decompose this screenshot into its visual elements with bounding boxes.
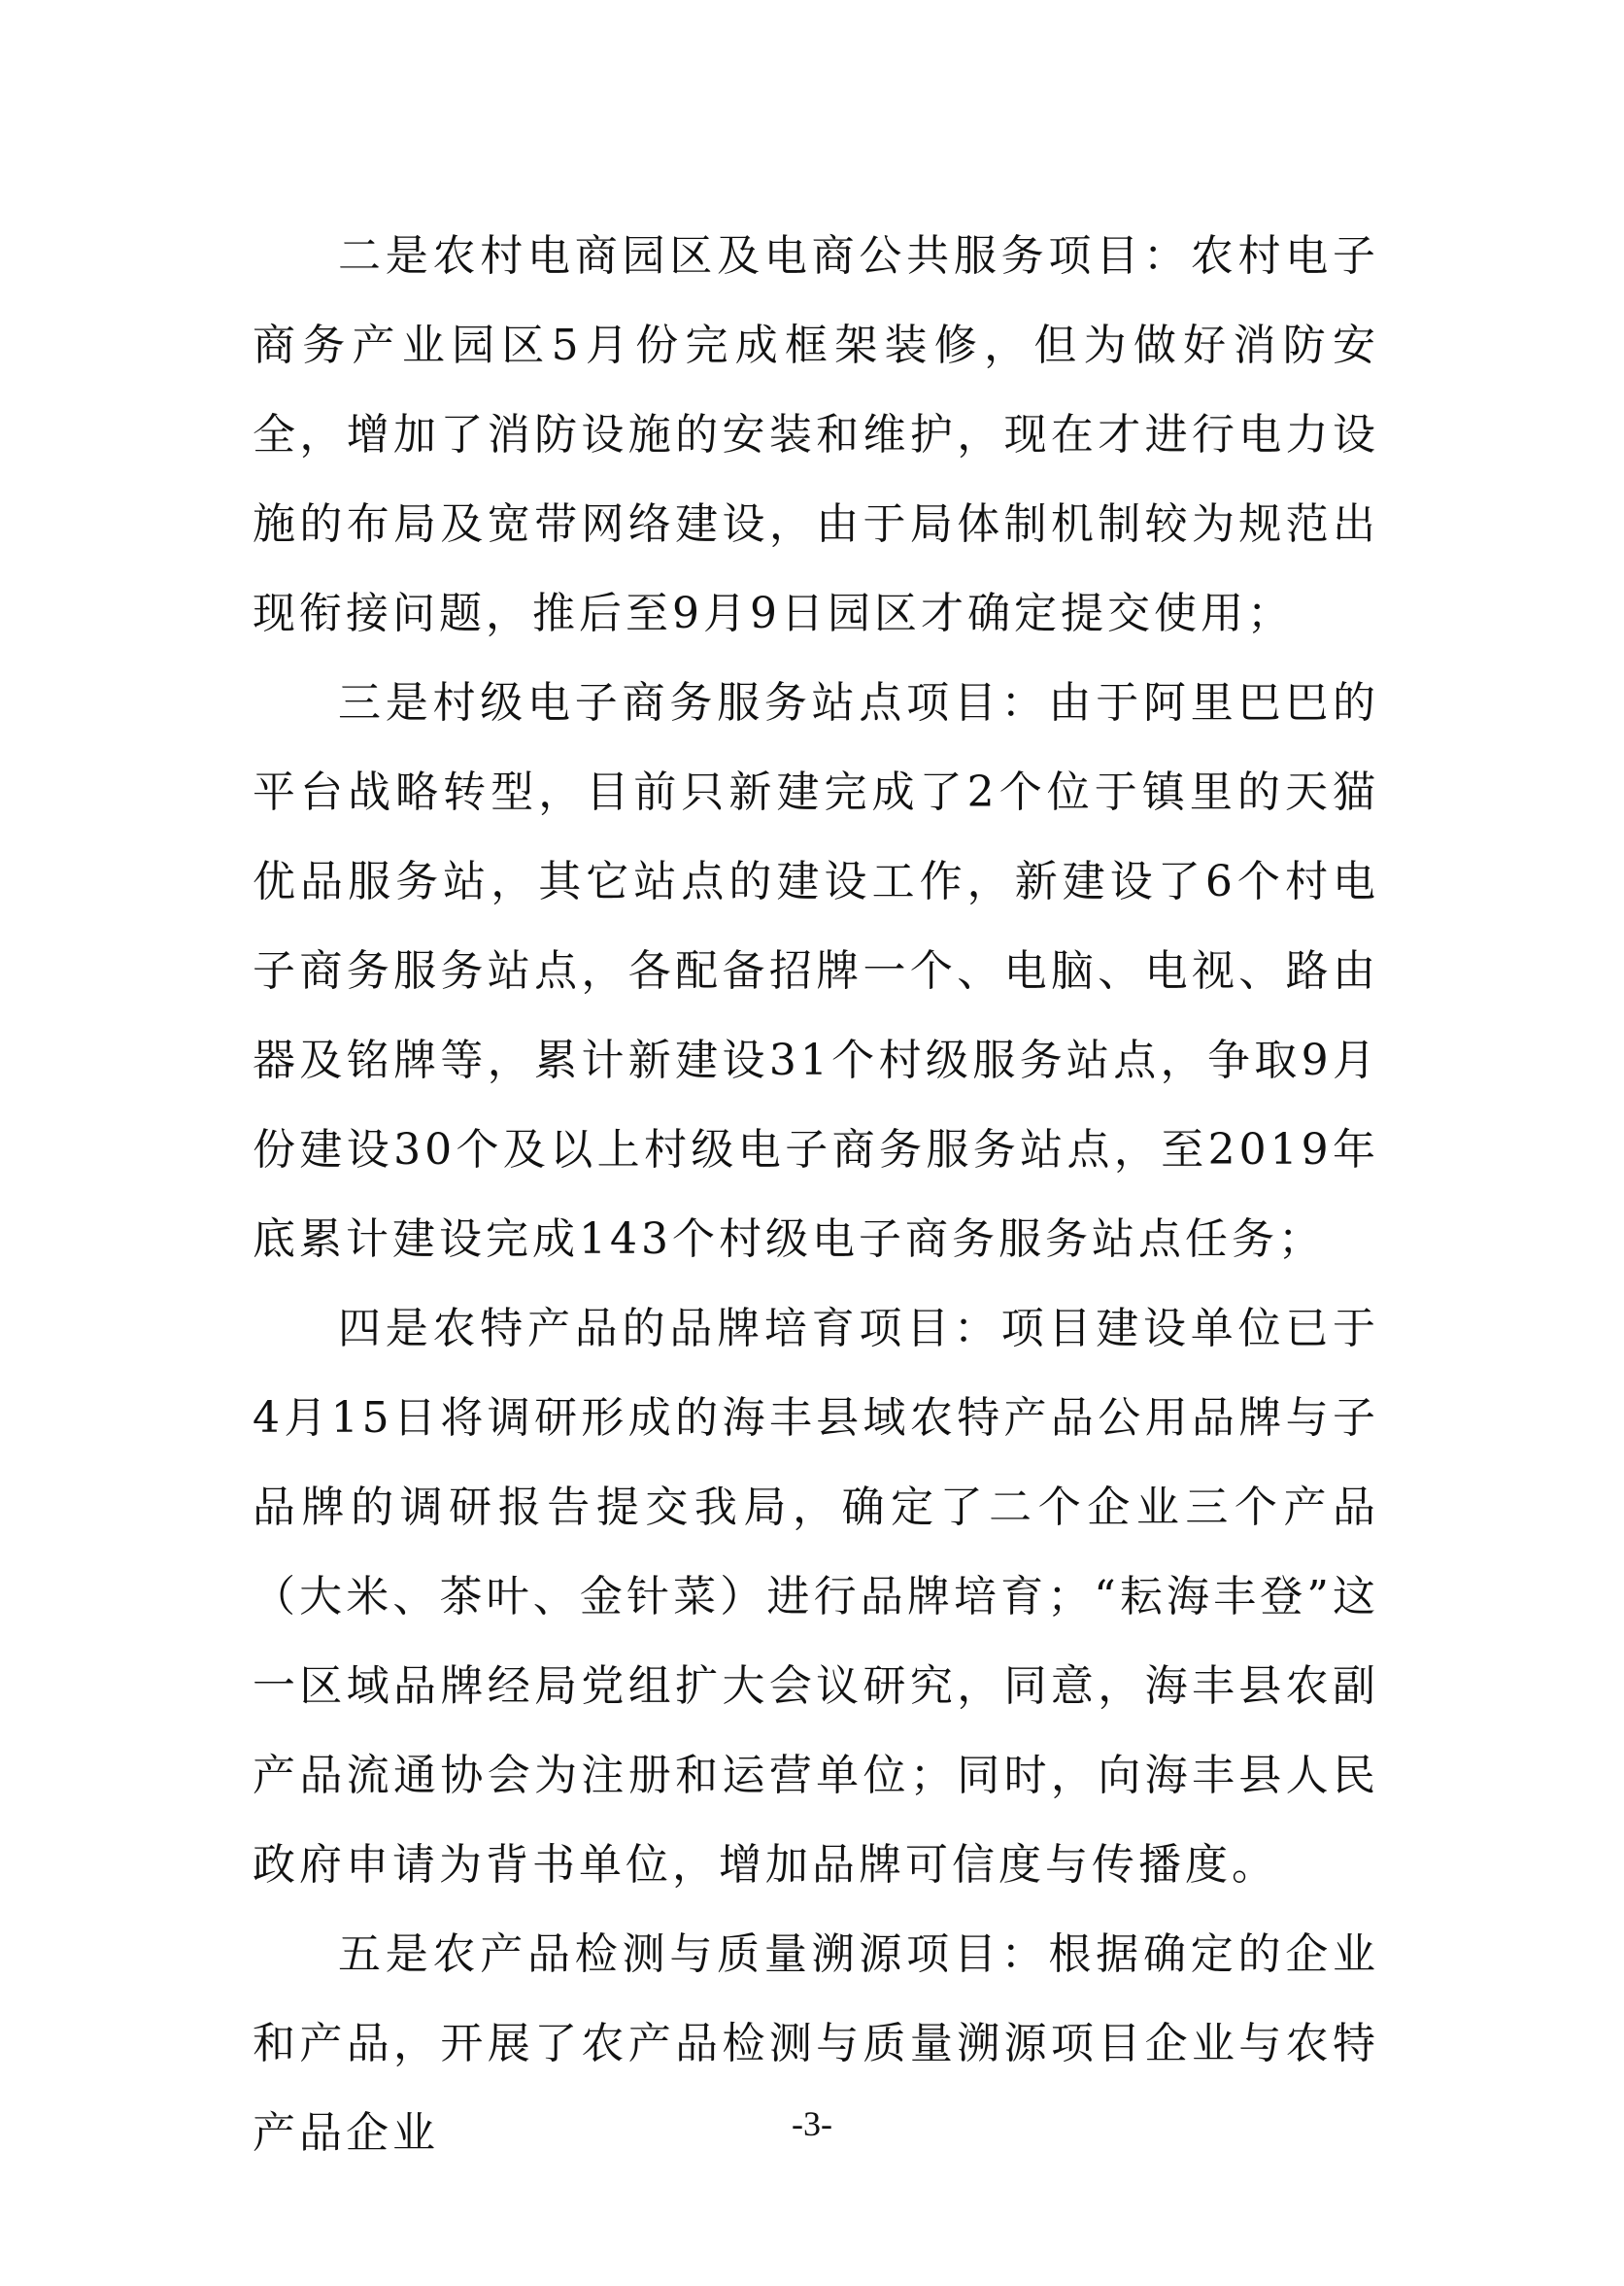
page-number: -3- — [792, 2104, 832, 2143]
paragraph-brand-cultivation: 四是农特产品的品牌培育项目：项目建设单位已于4月15日将调研形成的海丰县域农特产品公用品牌与子品牌的调研报告提交我局，确定了二个企业三个产品（大米、茶叶、金针菜）进行品牌培育；“耘海丰登”这一区域品牌经局党组扩大会议研究，同意，海丰县农副产品流通协会为注册和运营单位；同时，向海丰县人民政府申请为背书单位，增加品牌可信度与传播度。 — [253, 1304, 1379, 1890]
paragraph-quality-traceability: 五是农产品检测与质量溯源项目：根据确定的企业和产品，开展了农产品检测与质量溯源项目企业与农特产品企业 — [253, 1929, 1379, 2158]
paragraph-ecommerce-park: 二是农村电商园区及电商公共服务项目：农村电子商务产业园区5月份完成框架装修，但为做好消防安全，增加了消防设施的安装和维护，现在才进行电力设施的布局及宽带网络建设，由于局体制机制较为规范出现衔接问题，推后至9月9日园区才确定提交使用； — [253, 231, 1379, 638]
paragraph-village-service-stations: 三是村级电子商务服务站点项目：由于阿里巴巴的平台战略转型，目前只新建完成了2个位于镇里的天猫优品服务站，其它站点的建设工作，新建设了6个村电子商务服务站点，各配备招牌一个、电脑、电视、路由器及铭牌等，累计新建设31个村级服务站点，争取9月份建设30个及以上村级电子商务服务站点，至2019年底累计建设完成143个村级电子商务服务站点任务； — [253, 678, 1379, 1264]
document-body — [253, 212, 1379, 2178]
